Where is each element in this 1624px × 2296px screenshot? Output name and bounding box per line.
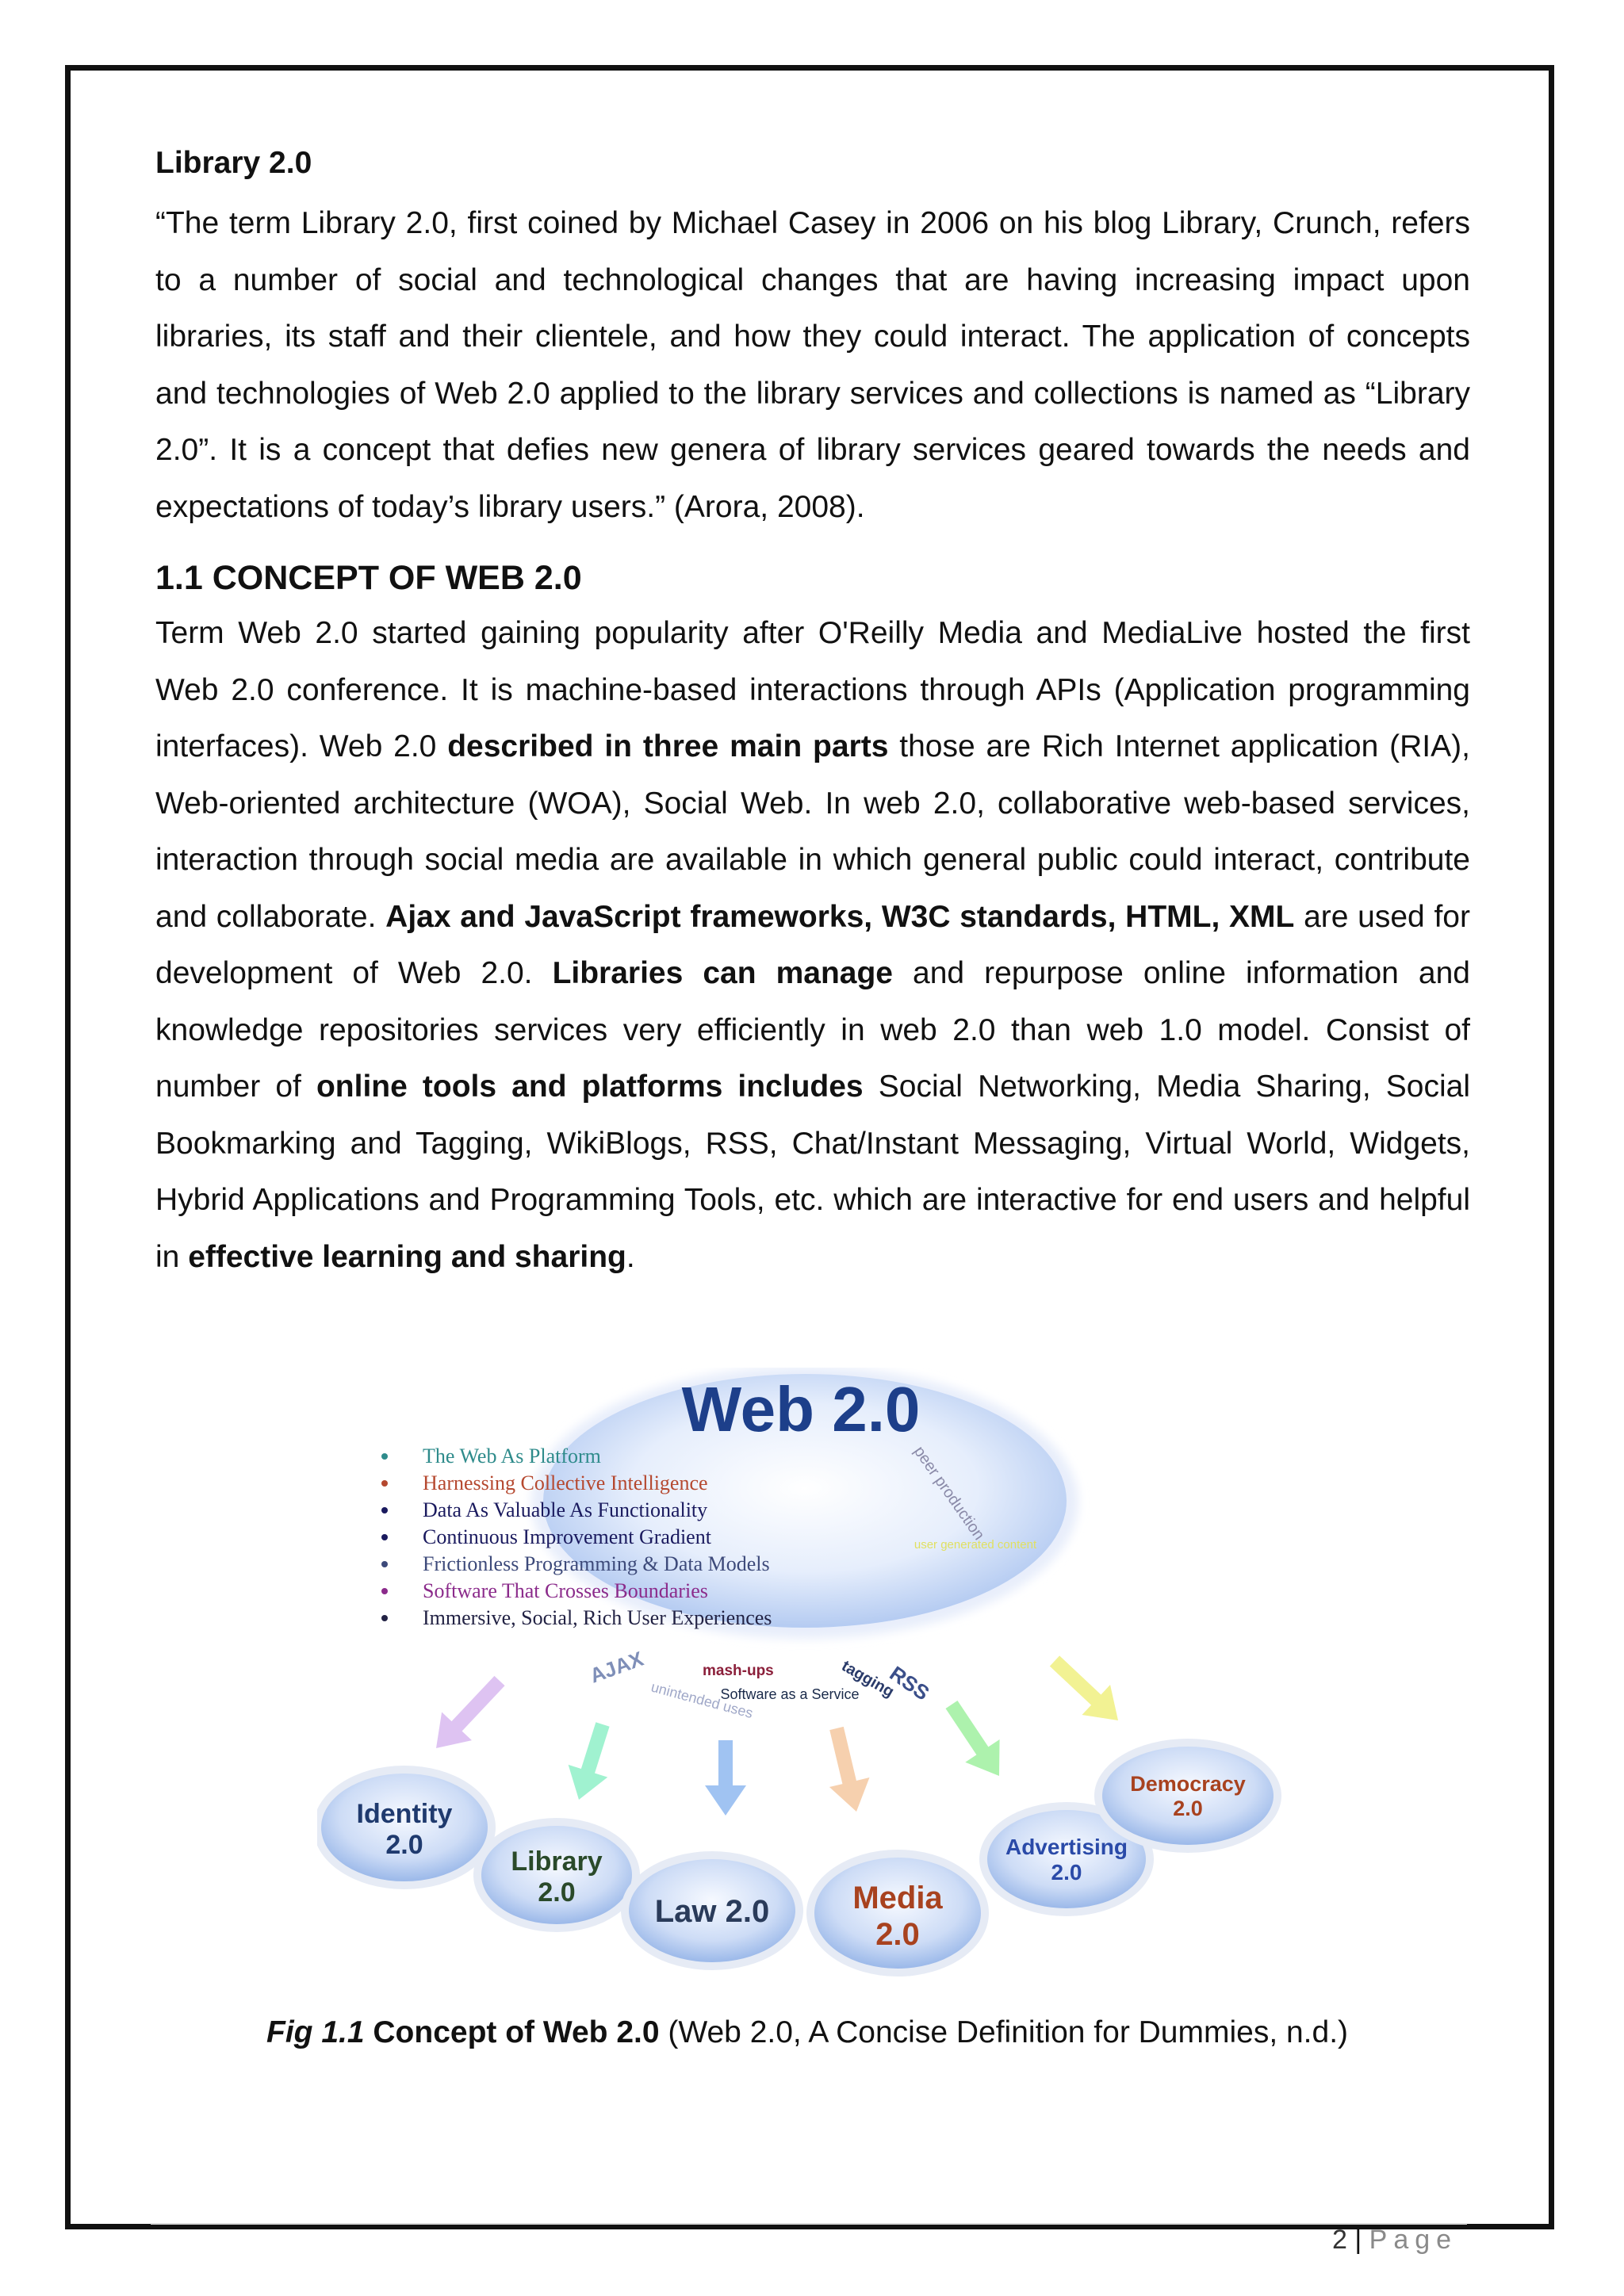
- tag-rss: RSS: [885, 1661, 934, 1705]
- bubble-label: 2.0: [875, 1917, 920, 1952]
- caption-title: Concept of Web 2.0: [373, 2015, 660, 2049]
- page-separator: |: [1354, 2225, 1362, 2255]
- bullet-dot: [381, 1588, 388, 1594]
- bubble-label: 2.0: [385, 1830, 423, 1861]
- web2-bubbles: [317, 1739, 1281, 1976]
- bullet-dot: [381, 1480, 388, 1487]
- bullet-dot: [381, 1507, 388, 1513]
- tag-tagging: tagging: [838, 1657, 898, 1701]
- arrows: [436, 1655, 1118, 1816]
- bubble-label: Law 2.0: [654, 1894, 770, 1929]
- arrow-4: [829, 1727, 870, 1812]
- bubble-label: Library: [511, 1846, 603, 1877]
- bold-phrase: effective learning and sharing: [188, 1239, 626, 1274]
- bullet-item: The Web As Platform: [423, 1445, 601, 1468]
- bubble-label: Advertising: [1005, 1835, 1128, 1859]
- arrow-3: [705, 1740, 746, 1816]
- arrow-5: [946, 1701, 1000, 1776]
- bullet-item: Data As Valuable As Functionality: [423, 1498, 708, 1521]
- bullet-dot: [381, 1453, 388, 1460]
- figure-caption: [266, 2009, 1456, 2057]
- heading-library-2: Library 2.0: [155, 146, 312, 180]
- tag-unintended-uses: unintended uses: [649, 1678, 755, 1722]
- text-run: .: [626, 1239, 635, 1274]
- tag-user-generated-content: user generated content: [914, 1538, 1037, 1552]
- bubble: [1102, 1747, 1274, 1845]
- caption-label: Fig 1.1: [266, 2015, 365, 2049]
- bold-phrase: described in three main parts: [447, 729, 889, 763]
- bullet-dot: [381, 1534, 388, 1540]
- web2-concept-figure: [317, 1368, 1316, 2018]
- bullet-item: Continuous Improvement Gradient: [423, 1525, 711, 1548]
- page-footer: [1332, 2225, 1457, 2256]
- page-number: 2: [1332, 2225, 1347, 2255]
- paragraph-library-definition: “The term Library 2.0, first coined by Michael Casey in 2006 on his blog Library, Crunch, refers to a number of social and technological changes that are having increasing impact upon libraries, its staff and their clientele, and how they could interact. The application of concepts and technologies of Web 2.0 applied to the library services and collections is named as “Library 2.0”. It is a concept that defies new genera of library services geared towards the needs and expectations of today’s library users.” (Arora, 2008).: [155, 206, 1470, 524]
- bullet-item: Harnessing Collective Intelligence: [423, 1471, 708, 1494]
- bubble-label: Identity: [356, 1799, 453, 1829]
- bullet-dot: [381, 1615, 388, 1621]
- footer-rule: [151, 2223, 1467, 2225]
- arrow-6: [1050, 1655, 1118, 1720]
- text-run: Term Web 2.0 started gaining popularity after O'Reilly Media and MediaLive hosted the first Web 2.0 conference. It is machine-based interactions through APIs (Application programming interfaces). Web 2.0: [155, 616, 1470, 763]
- bubble-label: 2.0: [538, 1877, 576, 1908]
- arrow-2: [569, 1722, 610, 1800]
- tag-saas: Software as a Service: [720, 1686, 860, 1702]
- bold-phrase: Ajax and JavaScript frameworks, W3C standards, HTML, XML: [385, 899, 1295, 934]
- bubble-label: Media: [852, 1881, 943, 1915]
- bubble-label: Democracy: [1130, 1772, 1246, 1796]
- text-run: are used for development of Web 2.0.: [155, 899, 1470, 990]
- arrow-1: [436, 1676, 505, 1748]
- page-word: Page: [1369, 2225, 1458, 2255]
- bubble-label: 2.0: [1051, 1860, 1082, 1885]
- bullet-item: Software That Crosses Boundaries: [423, 1579, 708, 1602]
- text-run: Social Networking, Media Sharing, Social Bookmarking and Tagging, WikiBlogs, RSS, Chat/Instant Messaging, Virtual World, Widgets, Hybrid Applications and Programming Tools, etc. which are interactive for end users and helpful in: [155, 1070, 1471, 1274]
- bullet-dot: [381, 1561, 388, 1567]
- tag-ajax: AJAX: [586, 1646, 647, 1688]
- bubble-label: 2.0: [1173, 1797, 1203, 1821]
- figure-title: Web 2.0: [681, 1374, 921, 1445]
- paragraph-web2-concept: [155, 605, 1470, 1285]
- document-body: [155, 143, 1470, 1285]
- bullet-item: Frictionless Programming & Data Models: [423, 1552, 770, 1575]
- tag-peer-production: peer production: [910, 1443, 988, 1544]
- caption-source: (Web 2.0, A Concise Definition for Dummies, n.d.): [668, 2015, 1349, 2049]
- bold-phrase: online tools and platforms includes: [316, 1070, 864, 1104]
- text-run: those are Rich Internet application (RIA), Web-oriented architecture (WOA), Social Web. In web 2.0, collaborative web-based services, interaction through social media are available in which general public could interact, contribute and collaborate.: [155, 729, 1470, 934]
- bullet-item: Immersive, Social, Rich User Experiences: [423, 1606, 772, 1629]
- bold-phrase: Libraries can manage: [552, 956, 893, 990]
- tag-mashups: mash-ups: [703, 1663, 774, 1679]
- text-run: and repurpose online information and knowledge repositories services very efficiently in web 2.0 than web 1.0 model. Consist of number of: [155, 956, 1470, 1104]
- section-title: 1.1 CONCEPT OF WEB 2.0: [155, 559, 582, 597]
